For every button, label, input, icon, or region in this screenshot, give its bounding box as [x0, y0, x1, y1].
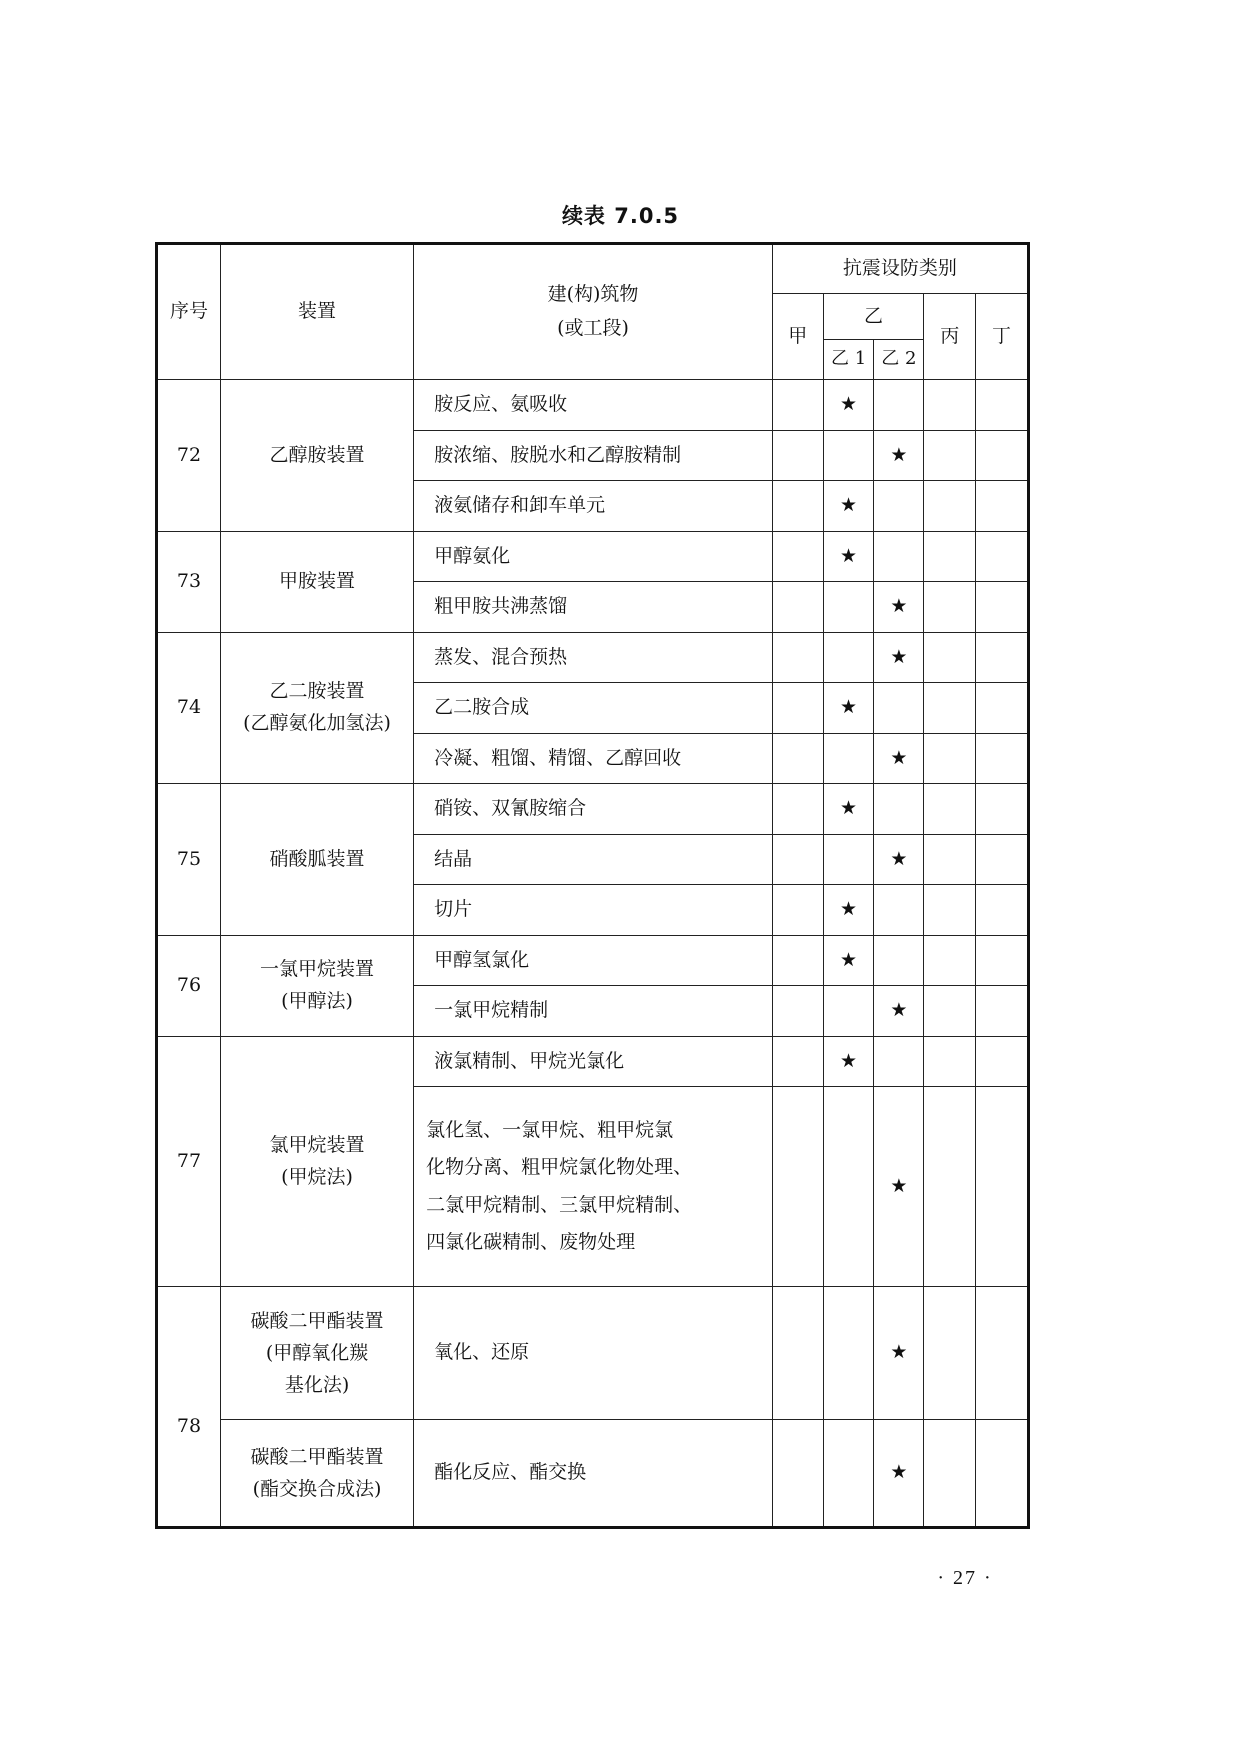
star-mark: ★	[874, 431, 924, 481]
header-device: 装置	[221, 244, 414, 380]
row-device	[221, 1420, 414, 1528]
row-device: 甲胺装置	[221, 532, 414, 633]
star-mark: ★	[823, 784, 874, 835]
star-mark: ★	[823, 683, 874, 734]
row-seq: 74	[157, 633, 221, 784]
row-device-line: (酯交换合成法)	[252, 1478, 382, 1500]
row-building: 氧化、还原	[414, 1287, 773, 1420]
header-ding: 丁	[976, 294, 1029, 380]
header-building-line1: 建(构)筑物	[547, 283, 639, 306]
row-device-line: (乙醇氨化加氢法)	[243, 712, 391, 734]
row-device-line: (甲醇法)	[281, 990, 353, 1012]
header-jia: 甲	[772, 294, 823, 380]
row-device	[221, 936, 414, 1037]
row-building	[414, 1087, 773, 1287]
row-building-line: 二氯甲烷精制、三氯甲烷精制、	[426, 1193, 693, 1216]
header-building-line2: (或工段)	[557, 317, 629, 339]
row-seq-text: 78	[176, 1414, 202, 1437]
star-mark: ★	[874, 835, 924, 885]
row-device-line: (甲烷法)	[281, 1165, 353, 1188]
header-yi1: 乙 1	[823, 340, 874, 380]
star-mark: ★	[823, 1037, 874, 1087]
row-building: 胺浓缩、胺脱水和乙醇胺精制	[414, 431, 773, 481]
row-building: 甲醇氨化	[414, 532, 773, 582]
table-title: 续表 7.0.5	[561, 204, 680, 228]
star-mark: ★	[874, 1420, 924, 1528]
row-seq: 73	[157, 532, 221, 633]
row-building: 冷凝、粗馏、精馏、乙醇回收	[414, 734, 773, 784]
row-seq: 76	[157, 936, 221, 1037]
row-building: 液氨储存和卸车单元	[414, 481, 773, 532]
star-mark: ★	[874, 1087, 924, 1287]
row-seq: 75	[157, 784, 221, 936]
row-building-line: 化物分离、粗甲烷氯化物处理、	[426, 1156, 693, 1179]
star-mark: ★	[874, 633, 924, 683]
star-mark: ★	[874, 1287, 924, 1420]
row-device-line: 氯甲烷装置	[269, 1133, 365, 1156]
row-device-line: 基化法)	[284, 1374, 350, 1397]
header-yi: 乙	[823, 294, 924, 340]
header-bing: 丙	[924, 294, 976, 380]
row-seq	[157, 1287, 221, 1528]
star-mark: ★	[874, 986, 924, 1037]
row-device	[221, 1037, 414, 1287]
page-number: · 27 ·	[937, 1567, 993, 1589]
row-device: 乙醇胺装置	[221, 380, 414, 532]
row-building: 甲醇氢氯化	[414, 936, 773, 986]
row-seq: 72	[157, 380, 221, 532]
row-building-line: 四氯化碳精制、废物处理	[426, 1230, 636, 1253]
row-building: 粗甲胺共沸蒸馏	[414, 582, 773, 633]
row-device-line: 乙二胺装置	[269, 680, 365, 703]
row-device-line: (甲醇氧化羰	[265, 1341, 369, 1364]
row-building: 硝铵、双氰胺缩合	[414, 784, 773, 835]
row-building: 液氯精制、甲烷光氯化	[414, 1037, 773, 1087]
header-building	[414, 244, 773, 380]
row-device	[221, 1287, 414, 1420]
header-category: 抗震设防类别	[772, 244, 1028, 294]
row-device-line: 碳酸二甲酯装置	[250, 1445, 384, 1468]
star-mark: ★	[823, 532, 874, 582]
row-building: 酯化反应、酯交换	[414, 1420, 773, 1528]
star-mark: ★	[823, 885, 874, 936]
row-device-line: 碳酸二甲酯装置	[250, 1309, 384, 1332]
seismic-category-table	[155, 242, 1030, 1529]
row-building-line: 氯化氢、一氯甲烷、粗甲烷氯	[426, 1119, 674, 1142]
star-mark: ★	[823, 936, 874, 986]
star-mark: ★	[874, 734, 924, 784]
row-building: 一氯甲烷精制	[414, 986, 773, 1037]
header-seq: 序号	[157, 244, 221, 380]
row-building: 蒸发、混合预热	[414, 633, 773, 683]
row-building: 乙二胺合成	[414, 683, 773, 734]
star-mark: ★	[823, 380, 874, 431]
row-building: 胺反应、氨吸收	[414, 380, 773, 431]
star-mark: ★	[874, 582, 924, 633]
star-mark: ★	[823, 481, 874, 532]
row-device-line: 一氯甲烷装置	[260, 958, 375, 981]
row-device: 硝酸胍装置	[221, 784, 414, 936]
row-device	[221, 633, 414, 784]
header-yi2: 乙 2	[874, 340, 924, 380]
row-seq: 77	[157, 1037, 221, 1287]
row-building: 切片	[414, 885, 773, 936]
row-building: 结晶	[414, 835, 773, 885]
